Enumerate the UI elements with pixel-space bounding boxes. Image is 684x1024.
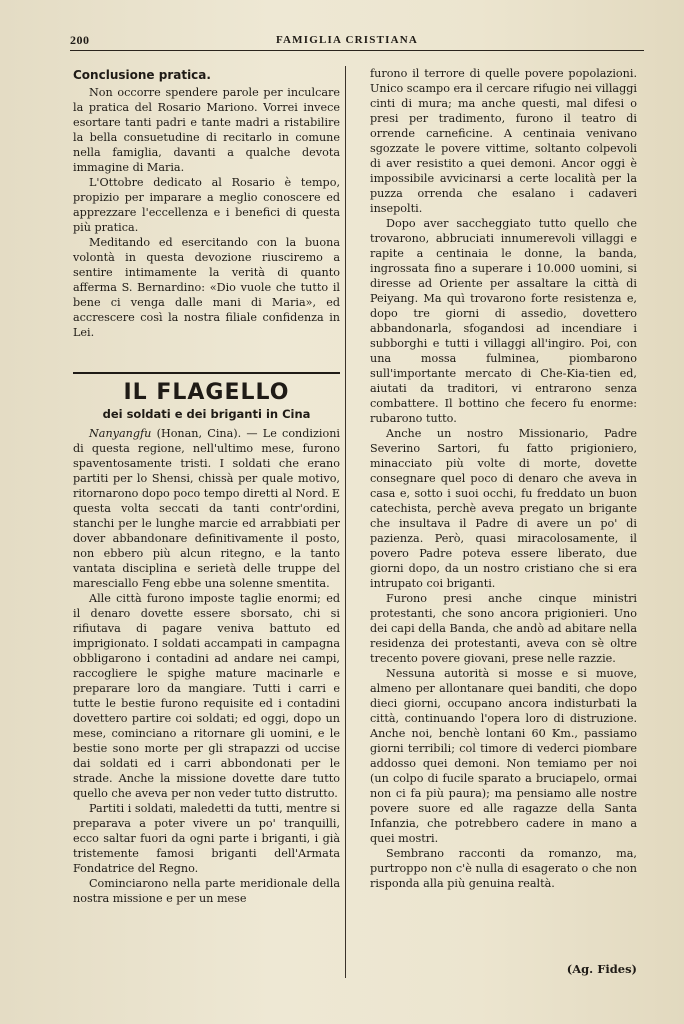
paragraph: Meditando ed esercitando con la buona volontà in questa devozione riusciremo a sentire intimamente la verità di quanto afferma S. Bernardino: «Dio vuole che tutto il bene ci venga dalle mani di Maria», ed accrescere così la nostra filiale confidenza in Lei. bbox=[73, 236, 340, 339]
paragraph: Nessuna autorità si mosse e si muove, almeno per allontanare quei banditi, che dopo dieci giorni, occupano ancora indisturbati la città, continuando l'opera loro di distruzione. Anche noi, benchè lontani 60 Km., passiamo giorni terribili; col timore di vederci piombare addosso quei demoni. Non temiamo per noi (un colpo di fucile sparato a bruciapelo, ormai non ci fa più paura); ma pensiamo alle nostre povere suore ed alle ragazze della Santa Infanzia, che potrebbero cadere in mano a quei mostri. bbox=[370, 667, 637, 845]
paragraph: furono il terrore di quelle povere popolazioni. Unico scampo era il cercare rifugio nei villaggi cinti di mura; ma anche questi, mal difesi o presi per tradimento, furono il teatro di orrende carneficine. A centinaia venivano sgozzate le povere vittime, soltanto colpevoli di aver resistito a quei demoni. Ancor oggi è impossibile avvicinarsi a certe località per la puzza orrenda che esalano i cadaveri insepolti. bbox=[370, 67, 637, 215]
news-agency-credit: (Ag. Fides) bbox=[566, 962, 637, 976]
lead-text: (Honan, Cina). — Le condizioni di questa regione, nell'ultimo mese, furono spaventosamente tristi. I soldati che erano partiti per lo Shensi, chissà per quale motivo, ritornarono dopo poco tempo diretti al Nord. E questa volta seccati da tanti contr'ordini, stanchi per le lunghe marcie ed arrabbiati per dover abbandonare definitivamente il posto, non ebbero più alcun ritegno, e la tanto vantata disciplina e serietà delle truppe del maresciallo Feng ebbe una solenne smentita. bbox=[73, 427, 340, 590]
lead-paragraph bbox=[73, 426, 340, 591]
paragraph: Anche un nostro Missionario, Padre Severino Sartori, fu fatto prigioniero, minacciato più volte di morte, dovette consegnare quel poco di denaro che aveva in casa e, sotto i suoi occhi, fu freddato un buon catechista, perchè aveva pregato un brigante che insultava il Padre di avere un po' di pazienza. Però, quasi miracolosamente, il povero Padre poteva essere liberato, due giorni dopo, da un nostro cristiano che si era intrupato coi briganti. bbox=[370, 427, 637, 590]
article-left-column bbox=[73, 426, 340, 906]
conclusion-section bbox=[73, 68, 340, 340]
dateline: Nanyangfu bbox=[89, 427, 152, 440]
running-title: FAMIGLIA CRISTIANA bbox=[275, 34, 419, 46]
article-title: IL FLAGELLO bbox=[123, 380, 290, 405]
header-rule bbox=[70, 50, 644, 51]
page-header bbox=[70, 30, 644, 50]
paragraph: Partiti i soldati, maledetti da tutti, mentre si preparava a poter vivere un po' tranquilli, ecco saltar fuori da ogni parte i briganti, i già tristemente famosi briganti dell'Armata Fondatrice del Regno. bbox=[73, 802, 340, 875]
paragraph: Dopo aver saccheggiato tutto quello che trovarono, abbruciati innumerevoli villaggi e rapite a centinaia le donne, la banda, ingrossata fino a superare i 10.000 uomini, si diresse ad Oriente per assaltare la città di Peiyang. Ma quì trovarono forte resistenza e, dopo tre giorni di assedio, dovettero abbandonarla, sfogandosi ad incendiare i subborghi e tutti i villaggi all'ingiro. Poi, con una mossa fulminea, piombarono sull'importante mercato di Che-Kia-tien ed, aiutati da traditori, vi entrarono senza combattere. Il bottino che fecero fu enorme: rubarono tutto. bbox=[370, 217, 637, 425]
article-right-column bbox=[370, 66, 637, 891]
article-subtitle: dei soldati e dei briganti in Cina bbox=[102, 407, 311, 421]
paragraph: Furono presi anche cinque ministri protestanti, che sono ancora prigionieri. Uno dei capi della Banda, che andò ad abitare nella residenza dei protestanti, aveva con sè oltre trecento povere giovani, prese nelle razzie. bbox=[370, 592, 637, 665]
paragraph: Cominciarono nella parte meridionale della nostra missione e per un mese bbox=[73, 877, 340, 905]
paragraph: Alle città furono imposte taglie enormi; ed il denaro dovette essere sborsato, chi si rifiutava di pagare veniva battuto ed imprigionato. I soldati accampati in campagna obbligarono i contadini ad andare nei campi, raccogliere le spighe mature macinarle e preparare loro da mangiare. Tutti i carri e tutte le bestie furono requisite ed i contadini dovettero partire coi soldati; ed oggi, dopo un mese, cominciano a ritornare gli uomini, e le bestie sono morte per gli strapazzi od uccise dai soldati ed i carri abbondonati per le strade. Anche la missione dovette dare tutto quello che aveva per non veder tutto distrutto. bbox=[73, 592, 340, 800]
paragraph: Non occorre spendere parole per inculcare la pratica del Rosario Mariono. Vorrei invece esortare tanti padri e tante madri a ristabilire la bella consuetudine di recitarlo in comune nella famiglia, davanti a qualche devota immagine di Maria. bbox=[73, 86, 340, 174]
section-heading: Conclusione pratica. bbox=[73, 68, 211, 82]
page-number: 200 bbox=[70, 32, 90, 47]
column-divider bbox=[345, 66, 346, 978]
paragraph: Sembrano racconti da romanzo, ma, purtroppo non c'è nulla di esagerato o che non risponda alla più genuina realtà. bbox=[370, 847, 637, 890]
section-separator bbox=[73, 372, 340, 374]
paragraph: L'Ottobre dedicato al Rosario è tempo, propizio per imparare a meglio conoscere ed apprezzare l'eccellenza e i benefici di questa più pratica. bbox=[73, 176, 340, 234]
